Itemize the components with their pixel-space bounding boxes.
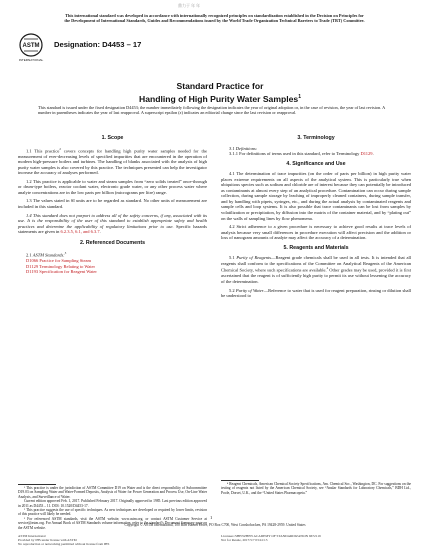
title-line-1: Standard Practice for (176, 81, 264, 91)
copyright: Copyright © ASTM International, 100 Barr Harbor Drive, PO Box C700, West Conshohocken, PA 19428-2959. United States (124, 523, 306, 527)
referenced-heading: 2. Referenced Documents (79, 239, 146, 246)
footnote-2: ² This practice suggests the use of specific techniques. As new techniques are developed or required by lower limits, revision of this practice will likely be needed. (18, 508, 207, 517)
reagents-5-1: 5.1 Purity of Reagents—Reagent grade chemicals shall be used in all tests. It is intended that all reagents shall conform to the specifications of the Committee on Analytical Reagents of the American Chemical Society, where such specifications are available.$^4$ Other grades may be used, provided it is first ascertained that the reagent is of sufficiently high purity to permit its use without lessening the accuracy of the determination. (221, 255, 412, 284)
scope-1-4: 1.4 This standard does not purport to address all of the safety concerns, if any, associated with its use. It is the responsibility of the user of this standard to establish appropriate safety and health practices and determine the applicability of regulatory limitations prior to use. Specific hazards statements are given in 6.2.3.5, 6.1, and 6.3.7. (18, 212, 207, 235)
footnote-4: ⁴ Reagent Chemicals, American Chemical Society Specifications, Am. Chemical Soc., Washington, DC. For suggestions on the testing of reagents not listed by the American Chemical Society, see “Analar Standards for Laboratory Chemicals,” BDH Ltd., Poole, Dorset, U.K., and the “United States Pharmacopeia.” (221, 482, 411, 495)
right-column (221, 136, 411, 299)
ref-item[interactable]: D1066 Practice for Sampling Steam (26, 258, 91, 264)
designation: Designation: D4453 – 17 (54, 40, 142, 49)
logo-subtext: INTERNATIONAL (18, 58, 44, 62)
watermark: 鼎力于 年 年 (178, 3, 200, 8)
footnote-rule-left (18, 484, 56, 485)
scope-heading: 1. Scope (101, 135, 124, 141)
footnote-1: ¹ This practice is under the jurisdiction of ASTM Committee D19 on Water and is the direct responsibility of Subcommittee D19.03 on Sampling Water and Water-Formed Deposits, Analysis of Water for Power Generation and Process Use, On-Line Water Analysis, and Surveillance of Water. (18, 486, 207, 499)
footnote-3: ³ For referenced ASTM standards, visit the ASTM website, www.astm.org, or contact ASTM Customer Service at service@astm.org. For Annual Book of ASTM Standards volume information, refer to the standard’s Document Summary page on the ASTM website. (18, 516, 207, 530)
referenced-list (18, 258, 207, 275)
scope-1-1: 1.1 This practice$^2$ covers concepts for handling high purity water samples needed for the measurement of ever-decreasing levels of specified impurities that are encountered in the operation of modern high-pressure boilers and turbines. The handling of blanks associated with the analysis of high purity water samples is also covered by this practice. The techniques presented can help the investigator increase the accuracy of analyses performed. (18, 146, 207, 176)
logo-text: ASTM (22, 43, 40, 50)
title-line-2: Handling of High Purity Water Samples$^1$ (139, 93, 301, 104)
footnote-rule-right (221, 480, 259, 481)
astm-logo (18, 33, 44, 63)
astm-logo-icon (18, 33, 44, 63)
terminology-3-1-1: 3.1.1 For definitions of terms used in this standard, refer to Terminology D1129. (229, 151, 374, 157)
significance-4-2: 4.2 Strict adherence to a given procedure is necessary to achieve good results at trace levels of analysis because very small differences in procedure execution will affect precision and the addition or loss of nanogram amounts of analyte may affect the accuracy of a determination. (221, 224, 411, 241)
top-note: This international standard was developed in accordance with internationally recognized principles on standardization established in the Decision on Principles for the Development of International Standards, Guides and Recommendations issued by the World Trade Organization Technical Barriers to Trade (TBT) Committee. (64, 13, 365, 24)
hazard-refs-link[interactable]: 6.2.3.5, 6.1, and 6.3.7 (60, 229, 100, 235)
footer-left: ASTM International Provided by IHS under license with ASTM No reproduction or networking permitted without license from IHS (18, 534, 110, 547)
page-number: 1 (210, 515, 213, 520)
astm-standards-intro: 2.1 ASTM Standards:$^3$ (26, 251, 67, 258)
left-column (18, 136, 207, 275)
scope-1-2: 1.2 This practice is applicable to water and steam samples from “zero solids treated” once-through or drum-type boilers, reactor coolant water, electronic grade water, or any other process water where analyte concentrations are in the low parts per billion (micrograms per litre) range. (18, 178, 207, 195)
reagents-heading: 5. Reagents and Materials (283, 244, 349, 251)
issued-note: This standard is issued under the fixed designation D4453; the number immediately following the designation indicates the year of original adoption or, in the case of revision, the year of last revision. A number in parentheses indicates the year of last reapproval. A superscript epsilon (ε) indicates an editorial change since the last revision or reapproval. (38, 105, 385, 116)
title-footnote-mark: 1 (298, 93, 301, 100)
ref-item[interactable]: D1193 Specification for Reagent Water (26, 269, 97, 275)
ref-item[interactable]: D1129 Terminology Relating to Water (26, 263, 95, 269)
significance-heading: 4. Significance and Use (286, 160, 346, 167)
reagents-5-2: 5.2 Purity of Water—Reference to water that is used for reagent preparation, rinsing or dilution shall be understood to (221, 287, 412, 299)
footer-right: Licensee=SHENZHEN ACADEMY OF STANDARDIZATION 6672119 Not for Resale, 2017/5/7 03:41:13 (221, 534, 321, 543)
document-title (100, 81, 340, 104)
significance-4-1: 4.1 The determination of trace impurities (on the order of parts per billion) in high purity water places extreme requirements on all aspects of the analytical system. This is particularly true when ubiquitous species such as sodium and chloride are of interest because they can potentially be introduced as contaminants at almost every step of an analytical procedure. Contamination can occur during sample collection, during sample storage by leaching of improperly cleaned containers, during sample transfer, and by handling with pipets, syringes, etc., and during the actual analysis by contaminated reagents and sample cells and loop systems. It is also possible that trace contaminants can be lost from samples by volatilization or precipitation, by diffusion into the matrix of the container material, and by “plating out” on the walls of sampling lines by flow phenomena. (221, 171, 411, 221)
d1129-link[interactable]: D1129 (360, 151, 373, 157)
footnote-1b: Current edition approved Feb. 1, 2017. Published February 2017. Originally approved in 1985. Last previous edition approved in 2011 as D4453 – 11. DOI: 10.1520/D4453-17. (18, 499, 207, 508)
terminology-3-1: 3.1 Definitions: (229, 145, 258, 151)
scope-1-3: 1.3 The values stated in SI units are to be regarded as standard. No other units of measurement are included in this standard. (18, 198, 207, 209)
terminology-heading: 3. Terminology (297, 135, 335, 141)
